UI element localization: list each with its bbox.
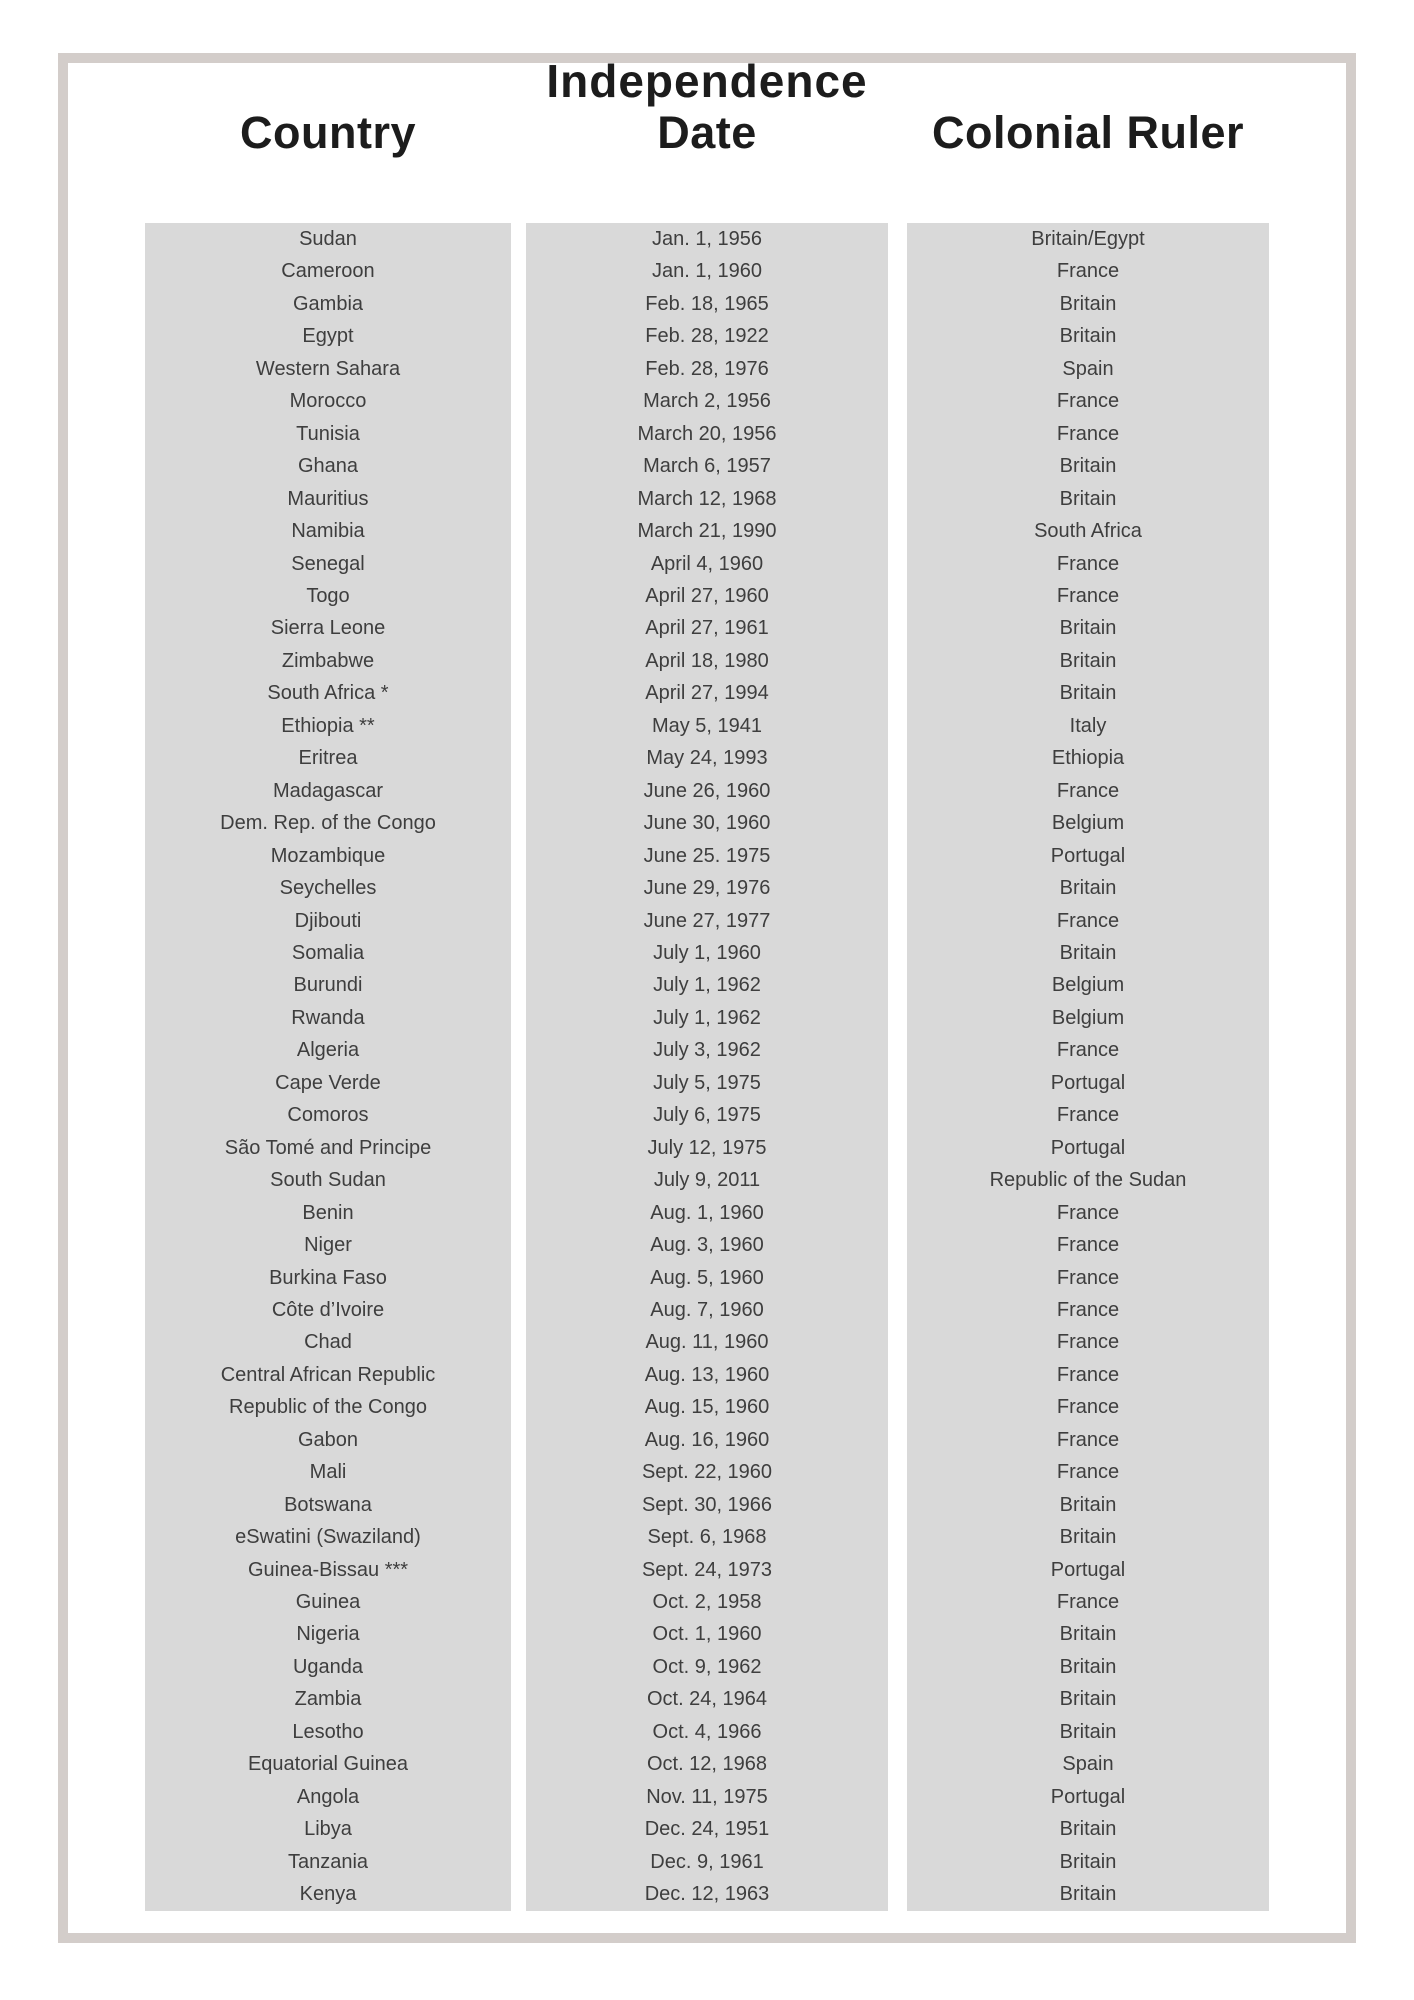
table-title: Independence [546,55,868,107]
date-column [526,223,888,1911]
date-cell: March 2, 1956 [643,390,771,413]
ruler-cell: France [1056,1396,1120,1419]
date-cell: March 6, 1957 [643,455,771,478]
date-cell: Oct. 12, 1968 [646,1753,768,1776]
date-cell: Feb. 28, 1976 [645,357,769,380]
country-cell: Morocco [289,390,367,413]
country-cell: Zambia [294,1688,362,1711]
date-cell: Nov. 11, 1975 [646,1785,768,1808]
country-cell: São Tomé and Principe [224,1136,432,1159]
ruler-cell: France [1056,1039,1120,1062]
ruler-cell: Britain [1059,1850,1117,1873]
ruler-cell: France [1056,1428,1120,1451]
date-cell: Oct. 24, 1964 [646,1688,768,1711]
country-cell: Lesotho [292,1720,364,1743]
country-cell: Niger [304,1234,352,1257]
country-cell: Burkina Faso [269,1266,387,1289]
country-cell: Ethiopia ** [281,714,375,737]
date-cell: Sept. 30, 1966 [641,1493,773,1516]
country-cell: Tanzania [287,1850,369,1873]
date-cell: July 5, 1975 [653,1071,761,1094]
date-cell: June 30, 1960 [643,812,771,835]
date-cell: July 12, 1975 [647,1136,767,1159]
country-column [145,223,511,1911]
country-cell: Kenya [299,1883,357,1906]
ruler-cell: Britain [1059,941,1117,964]
date-cell: Aug. 1, 1960 [650,1201,764,1224]
country-cell: Equatorial Guinea [247,1753,409,1776]
country-cell: Rwanda [291,1006,365,1029]
ruler-cell: Portugal [1050,1785,1126,1808]
date-cell: July 1, 1960 [653,941,761,964]
country-cell: Central African Republic [220,1363,436,1386]
country-cell: Egypt [302,325,354,348]
date-cell: Aug. 16, 1960 [644,1428,770,1451]
ruler-cell: Ethiopia [1051,747,1125,770]
country-cell: Algeria [296,1039,360,1062]
date-cell: July 3, 1962 [653,1039,761,1062]
date-cell: Dec. 9, 1961 [650,1850,764,1873]
ruler-cell: Britain [1059,1818,1117,1841]
country-cell: Benin [302,1201,354,1224]
country-cell: Cameroon [281,260,375,283]
ruler-cell: Britain [1059,292,1117,315]
ruler-cell: Britain [1059,1493,1117,1516]
date-cell: April 27, 1961 [645,617,769,640]
date-cell: Oct. 1, 1960 [652,1623,762,1646]
date-cell: March 21, 1990 [637,520,777,543]
country-cell: Sierra Leone [270,617,386,640]
ruler-cell: France [1056,909,1120,932]
date-cell: May 24, 1993 [646,747,768,770]
date-cell: July 1, 1962 [653,974,761,997]
country-cell: Comoros [287,1104,369,1127]
date-cell: June 29, 1976 [643,877,771,900]
date-cell: July 9, 2011 [653,1169,761,1192]
country-cell: Tunisia [296,422,360,445]
country-cell: Côte d’Ivoire [271,1298,385,1321]
country-cell: Mozambique [270,844,386,867]
ruler-cell: Britain [1059,1526,1117,1549]
country-cell: Botswana [284,1493,372,1516]
date-cell: Oct. 4, 1966 [652,1720,762,1743]
country-cell: Nigeria [296,1623,360,1646]
country-cell: Angola [296,1785,360,1808]
date-cell: Dec. 24, 1951 [644,1818,770,1841]
country-cell: Gambia [292,292,364,315]
ruler-cell: Republic of the Sudan [989,1169,1187,1192]
country-cell: Somalia [291,941,365,964]
date-cell: July 6, 1975 [653,1104,761,1127]
ruler-cell: Britain [1059,649,1117,672]
ruler-cell: Britain [1059,1720,1117,1743]
country-cell: Seychelles [279,877,377,900]
date-cell: Aug. 15, 1960 [644,1396,770,1419]
ruler-cell: Portugal [1050,1071,1126,1094]
country-cell: Zimbabwe [281,649,375,672]
ruler-cell: France [1056,390,1120,413]
ruler-cell: Britain/Egypt [1031,228,1145,250]
date-cell: Sept. 6, 1968 [647,1526,767,1549]
ruler-cell: Britain [1059,877,1117,900]
ruler-cell: Belgium [1051,974,1125,997]
date-cell: Jan. 1, 1960 [651,260,763,283]
country-cell: eSwatini (Swaziland) [235,1526,421,1549]
date-cell: Aug. 5, 1960 [650,1266,764,1289]
ruler-cell: Portugal [1050,1558,1126,1581]
date-cell: June 26, 1960 [643,779,771,802]
ruler-cell: France [1056,1331,1120,1354]
date-cell: Oct. 2, 1958 [652,1591,762,1614]
ruler-column [907,223,1269,1911]
country-cell: Togo [306,584,350,607]
country-cell: Eritrea [298,747,358,770]
ruler-cell: France [1056,1363,1120,1386]
country-cell: Mali [309,1461,347,1484]
ruler-cell: Britain [1059,487,1117,510]
country-cell: South Sudan [270,1169,386,1192]
column-header-country: Country [240,107,416,158]
date-cell: April 27, 1960 [645,584,769,607]
ruler-cell: France [1056,1298,1120,1321]
country-cell: Cape Verde [275,1071,381,1094]
date-cell: Dec. 12, 1963 [644,1883,770,1906]
column-header-date: Date [657,107,757,158]
date-cell: Aug. 3, 1960 [650,1234,764,1257]
ruler-cell: France [1056,1461,1120,1484]
country-cell: Djibouti [294,909,362,932]
date-cell: Sept. 22, 1960 [641,1461,773,1484]
ruler-cell: Britain [1059,1883,1117,1906]
ruler-cell: Italy [1069,714,1107,737]
ruler-cell: Portugal [1050,1136,1126,1159]
date-cell: Oct. 9, 1962 [652,1655,762,1678]
ruler-cell: Britain [1059,1623,1117,1646]
ruler-cell: France [1056,1201,1120,1224]
country-cell: Uganda [292,1655,364,1678]
ruler-cell: Britain [1059,682,1117,705]
date-cell: July 1, 1962 [653,1006,761,1029]
date-cell: Feb. 28, 1922 [645,325,769,348]
ruler-cell: France [1056,1266,1120,1289]
country-cell: Namibia [291,520,365,543]
ruler-cell: France [1056,779,1120,802]
ruler-cell: Belgium [1051,812,1125,835]
date-cell: Jan. 1, 1956 [651,228,763,250]
ruler-cell: France [1056,552,1120,575]
country-cell: Libya [304,1818,352,1841]
date-cell: April 4, 1960 [650,552,764,575]
date-cell: Aug. 13, 1960 [644,1363,770,1386]
date-cell: June 25. 1975 [643,844,771,867]
ruler-cell: Spain [1062,1753,1114,1776]
country-cell: Guinea-Bissau *** [247,1558,409,1581]
ruler-cell: Spain [1062,357,1114,380]
country-cell: Senegal [291,552,365,575]
ruler-cell: France [1056,260,1120,283]
country-cell: Sudan [299,228,357,250]
ruler-cell: Britain [1059,455,1117,478]
ruler-cell: France [1056,584,1120,607]
date-cell: March 20, 1956 [637,422,777,445]
country-cell: Chad [304,1331,352,1354]
column-header-colonial-ruler: Colonial Ruler [931,107,1245,158]
ruler-cell: South Africa [1034,520,1142,543]
ruler-cell: Portugal [1050,844,1126,867]
date-cell: April 18, 1980 [645,649,769,672]
date-cell: Feb. 18, 1965 [645,292,769,315]
date-cell: May 5, 1941 [651,714,763,737]
ruler-cell: France [1056,1104,1120,1127]
date-cell: June 27, 1977 [643,909,771,932]
ruler-cell: Britain [1059,1655,1117,1678]
date-cell: March 12, 1968 [637,487,777,510]
ruler-cell: Belgium [1051,1006,1125,1029]
country-cell: Burundi [293,974,363,997]
country-cell: Guinea [295,1591,361,1614]
country-cell: South Africa * [267,682,389,705]
date-cell: April 27, 1994 [645,682,769,705]
ruler-cell: Britain [1059,325,1117,348]
country-cell: Western Sahara [255,357,401,380]
ruler-cell: France [1056,1591,1120,1614]
date-cell: Aug. 11, 1960 [645,1331,769,1354]
ruler-cell: Britain [1059,1688,1117,1711]
country-cell: Gabon [297,1428,359,1451]
date-cell: Sept. 24, 1973 [641,1558,773,1581]
country-cell: Madagascar [272,779,384,802]
country-cell: Republic of the Congo [229,1396,427,1419]
country-cell: Mauritius [287,487,369,510]
ruler-cell: France [1056,1234,1120,1257]
ruler-cell: Britain [1059,617,1117,640]
country-cell: Ghana [297,455,359,478]
country-cell: Dem. Rep. of the Congo [220,812,436,835]
ruler-cell: France [1056,422,1120,445]
date-cell: Aug. 7, 1960 [650,1298,764,1321]
